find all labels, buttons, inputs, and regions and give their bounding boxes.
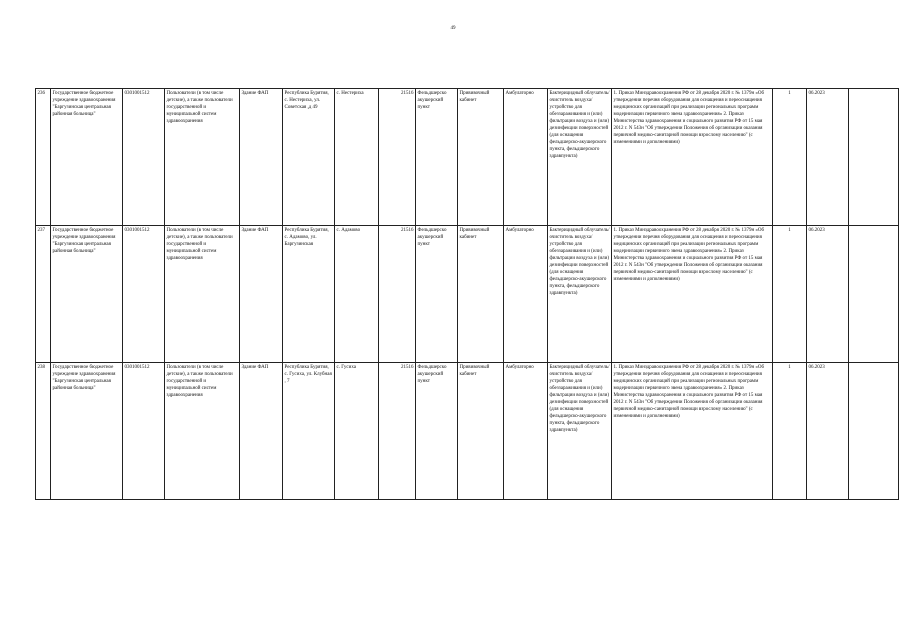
building-cell: Здание ФАП	[240, 363, 283, 500]
quantity-cell: 1	[773, 89, 807, 226]
quantity-cell: 1	[773, 363, 807, 500]
equipment-cell: Бактерицидный облучатель/очиститель воздуха/устройство для обеззараживания и (или) фильтрации воздуха и (или) дезинфекции поверхностей (для оснащения фельдшерско-акушерского пункта, фельдшерского здравпункта)	[548, 363, 612, 500]
settlement-cell: с. Нестериха	[335, 89, 379, 226]
settlement-cell: с. Адамово	[335, 226, 379, 363]
row-number: 236	[36, 89, 51, 226]
organization-cell: Государственное бюджетное учреждение здравоохранения "Баргузинская центральная районная больница"	[51, 363, 123, 500]
care-type-cell: Амбулаторно	[504, 226, 548, 363]
date-cell: 06.2023	[807, 89, 849, 226]
equipment-cell: Бактерицидный облучатель/очиститель воздуха/устройство для обеззараживания и (или) фильтрации воздуха и (или) дезинфекции поверхностей (для оснащения фельдшерско-акушерского пункта, фельдшерского здравпункта)	[548, 89, 612, 226]
building-cell: Здание ФАП	[240, 226, 283, 363]
code-cell: 0301001512	[123, 89, 165, 226]
unit-type-cell: Фельдшерско акушерский пункт	[416, 89, 458, 226]
date-cell: 06.2023	[807, 226, 849, 363]
table-row	[36, 89, 899, 226]
legal-basis-cell: 1. Приказ Минздравоохранения РФ от 28 декабря 2020 г. № 1379н «Об утверждении перечня оборудования для оснащения и переоснащения медицинских организаций при реализации региональных программ модернизации первичного звена здравоохранения» 2. Приказ Министерства здравоохранения и социального развития РФ от 15 мая 2012 г. N 543н "Об утверждении Положения об организации оказания первичной медико-санитарной помощи взрослому населению" (с изменениями и дополнениями)	[612, 363, 773, 500]
quantity-cell: 1	[773, 226, 807, 363]
equipment-cell: Бактерицидный облучатель/очиститель воздуха/устройство для обеззараживания и (или) фильтрации воздуха и (или) дезинфекции поверхностей (для оснащения фельдшерско-акушерского пункта, фельдшерского здравпункта)	[548, 226, 612, 363]
building-cell: Здание ФАП	[240, 89, 283, 226]
equipment-table	[35, 88, 899, 500]
room-cell: Прививочный кабинет	[458, 89, 504, 226]
empty-cell	[849, 226, 899, 363]
room-cell: Прививочный кабинет	[458, 363, 504, 500]
code-cell: 0301001512	[123, 363, 165, 500]
address-cell: Республика Бурятия, с. Адамово, ул. Баргузинская	[283, 226, 335, 363]
row-number: 237	[36, 226, 51, 363]
empty-cell	[849, 89, 899, 226]
address-cell: Республика Бурятия, с. Нестериха, ул. Советская ,д 49	[283, 89, 335, 226]
care-type-cell: Амбулаторно	[504, 89, 548, 226]
unit-type-cell: Фельдшерско акушерский пункт	[416, 363, 458, 500]
code-cell: 0301001512	[123, 226, 165, 363]
date-cell: 06.2023	[807, 363, 849, 500]
legal-basis-cell: 1. Приказ Минздравоохранения РФ от 28 декабря 2020 г. № 1379н «Об утверждении перечня оборудования для оснащения и переоснащения медицинских организаций при реализации региональных программ модернизации первичного звена здравоохранения» 2. Приказ Министерства здравоохранения и социального развития РФ от 15 мая 2012 г. N 543н "Об утверждении Положения об организации оказания первичной медико-санитарной помощи взрослому населению" (с изменениями и дополнениями)	[612, 89, 773, 226]
user-category-cell: Пользователи (в том числе детские), а также пользователи государственной и муниципальной систем здравоохранения	[165, 363, 240, 500]
population-cell: 21516	[379, 363, 416, 500]
population-cell: 21516	[379, 89, 416, 226]
organization-cell: Государственное бюджетное учреждение здравоохранения "Баргузинская центральная районная больница"	[51, 226, 123, 363]
user-category-cell: Пользователи (в том числе детские), а также пользователи государственной и муниципальной систем здравоохранения	[165, 89, 240, 226]
organization-cell: Государственное бюджетное учреждение здравоохранения "Баргузинская центральная районная больница"	[51, 89, 123, 226]
page-number: 49	[450, 26, 456, 31]
table-row	[36, 363, 899, 500]
care-type-cell: Амбулаторно	[504, 363, 548, 500]
unit-type-cell: Фельдшерско акушерский пункт	[416, 226, 458, 363]
population-cell: 21516	[379, 226, 416, 363]
address-cell: Республика Бурятия, с. Гусиха, ул. Клубная , 7	[283, 363, 335, 500]
user-category-cell: Пользователи (в том числе детские), а также пользователи государственной и муниципальной систем здравоохранения	[165, 226, 240, 363]
room-cell: Прививочный кабинет	[458, 226, 504, 363]
table-row	[36, 226, 899, 363]
row-number: 238	[36, 363, 51, 500]
settlement-cell: с. Гусиха	[335, 363, 379, 500]
legal-basis-cell: 1. Приказ Минздравоохранения РФ от 28 декабря 2020 г. № 1379н «Об утверждении перечня оборудования для оснащения и переоснащения медицинских организаций при реализации региональных программ модернизации первичного звена здравоохранения» 2. Приказ Министерства здравоохранения и социального развития РФ от 15 мая 2012 г. N 543н "Об утверждении Положения об организации оказания первичной медико-санитарной помощи взрослому населению" (с изменениями и дополнениями)	[612, 226, 773, 363]
empty-cell	[849, 363, 899, 500]
